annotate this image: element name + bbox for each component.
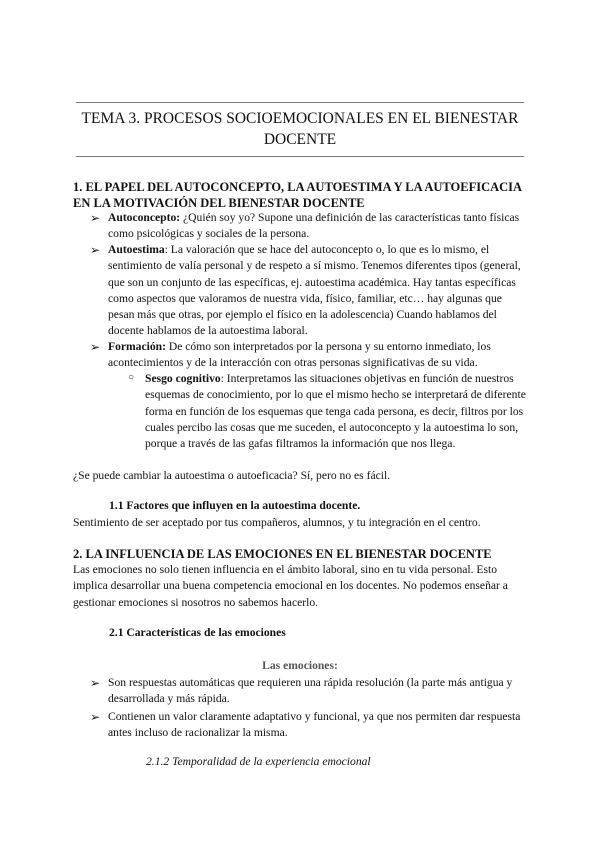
list-item-term: Formación: (108, 340, 166, 353)
list-item-text: ¿Quién soy yo? Supone una definición de las características tanto físicas como psicológicas y sociales de la persona. (108, 211, 520, 241)
subsection-2-1-2-heading: 2.1.2 Temporalidad de la experiencia emocional (146, 755, 371, 768)
arrow-bullet-icon: ➢ (90, 243, 101, 257)
list-item (108, 210, 526, 243)
section-2-heading: 2. LA INFLUENCIA DE LAS EMOCIONES EN EL BIENESTAR DOCENTE (73, 547, 492, 561)
page-title: TEMA 3. PROCESOS SOCIOEMOCIONALES EN EL BIENESTAR DOCENTE (81, 110, 519, 148)
list-item-term: Autoestima (108, 243, 165, 256)
section-1-heading: 1. EL PAPEL DEL AUTOCONCEPTO, LA AUTOESTIMA Y LA AUTOEFICACIA EN LA MOTIVACIÓN DEL BIENESTAR DOCENTE (73, 180, 522, 210)
list-item-term: Autoconcepto: (108, 211, 181, 224)
list-item (108, 339, 526, 372)
subsection-2-1-heading: 2.1 Características de las emociones (109, 626, 286, 639)
title-divider (76, 156, 524, 157)
sub-list-item-text: : Interpretamos las situaciones objetivas en función de nuestros esquemas de conocimiento, por lo que el mismo hecho se interpretará de diferente forma en función de los esquemas que tenga cada persona, es decir, filtros por los cuales percibo las cosas que me suceden, el autoconcepto y la autoestima lo son, porque a través de las gafas filtramos la información que nos llega. (145, 372, 526, 451)
arrow-bullet-icon: ➢ (90, 211, 101, 225)
question-paragraph: ¿Se puede cambiar la autoestima o autoeficacia? Sí, pero no es fácil. (73, 469, 391, 482)
top-divider (76, 102, 524, 103)
subsection-1-1-heading: 1.1 Factores que influyen en la autoestima docente. (109, 499, 361, 512)
section-2-paragraph: Las emociones no solo tienen influencia en el ámbito laboral, sino en tu vida personal. Esto implica desarrollar una buena competencia emocional en los docentes. No podemos enseñar a gestionar emociones si nosotros no sabemos hacerlo. (73, 563, 508, 609)
list-item-text: De cómo son interpretados por la persona y su entorno inmediato, los acontecimientos y de la interacción con otras personas significativas de su vida. (108, 340, 491, 370)
list-item: Contienen un valor claramente adaptativo y funcional, ya que nos permiten dar respuesta antes incluso de racionalizar la misma. (108, 710, 521, 740)
emotions-label: Las emociones: (262, 659, 338, 672)
list-item-text: : La valoración que se hace del autoconcepto o, lo que es lo mismo, el sentimiento de valía personal y de respeto a sí mismo. Tenemos diferentes tipos (general, que son un conjunto de las específicas, ej. autoestima académica. Hay tantas específicas como aspectos que valoramos de nuestra vida, físico, familiar, etc… hay algunas que pesan más que otras, por ejemplo el físico en la adolescencia) Cuando hablamos del docente hablamos de la autoestima laboral. (108, 243, 521, 338)
list-item: Son respuestas automáticas que requieren una rápida resolución (la parte más antigua y desarrollada y más rápida. (108, 676, 513, 706)
sub-list-item-term: Sesgo cognitivo (145, 372, 221, 385)
circle-bullet-icon: ○ (128, 372, 135, 383)
subsection-1-1-text: Sentimiento de ser aceptado por tus compañeros, alumnos, y tu integración en el centro. (73, 516, 481, 529)
arrow-bullet-icon: ➢ (90, 710, 101, 724)
list-item (108, 242, 526, 340)
arrow-bullet-icon: ➢ (90, 676, 101, 690)
arrow-bullet-icon: ➢ (90, 340, 101, 354)
sub-list-item (145, 371, 529, 452)
